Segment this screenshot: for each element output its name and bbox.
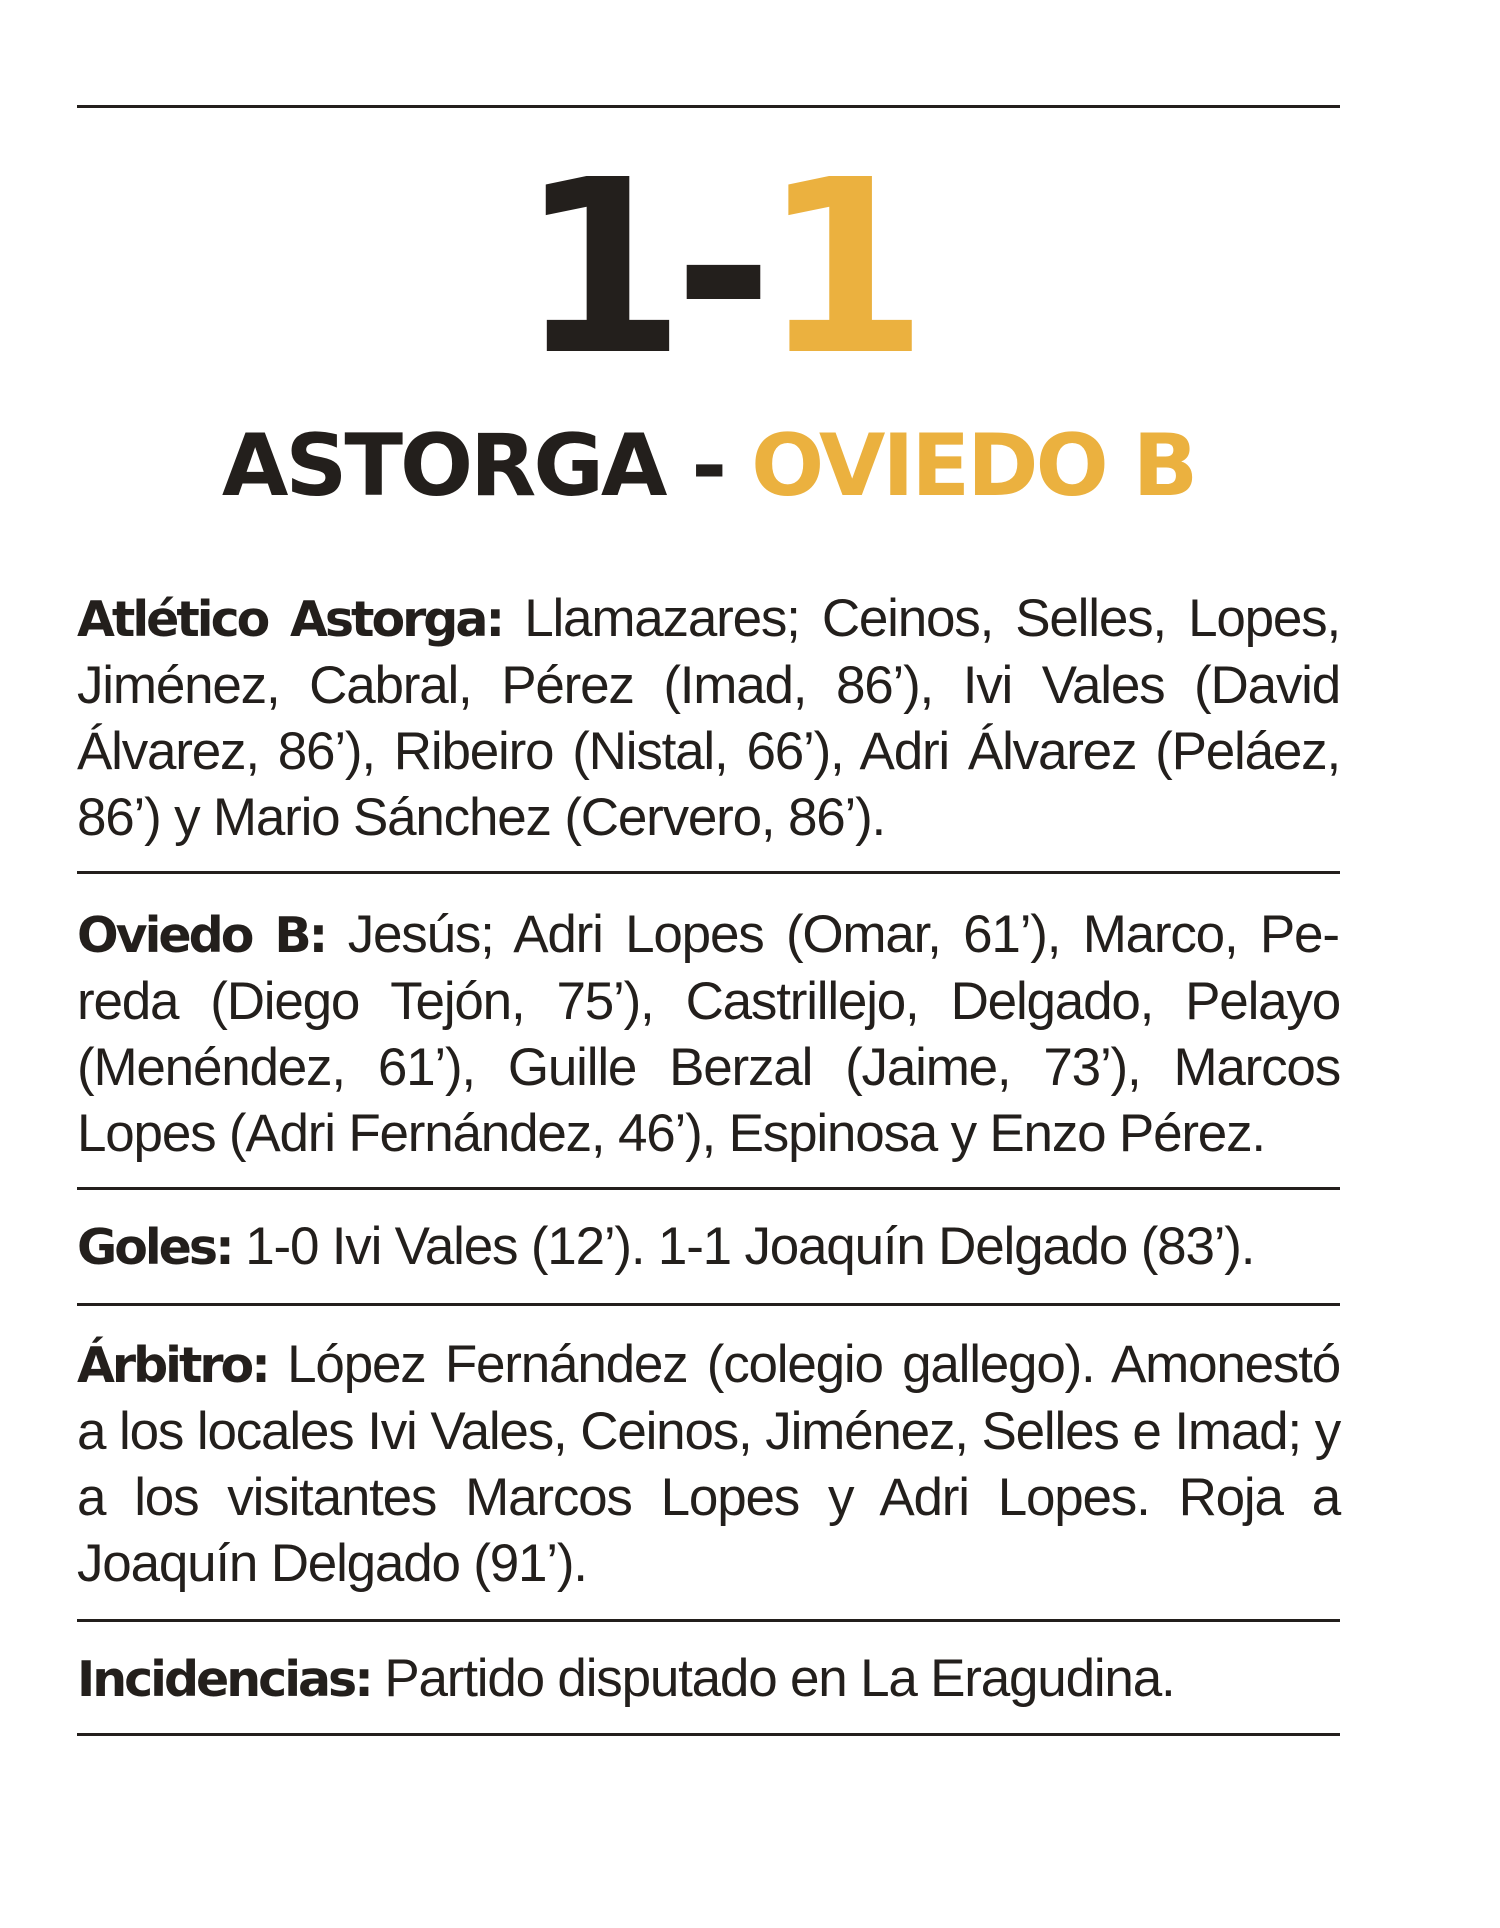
divider — [77, 1303, 1340, 1306]
incidents-text: Partido disputado en La Eragudina. — [384, 1649, 1175, 1708]
away-lineup-label: Oviedo B: — [77, 907, 326, 964]
away-team-name: OVIEDO B — [751, 416, 1196, 516]
match-report — [77, 0, 1340, 1736]
incidents-label: Incidencias: — [77, 1651, 371, 1708]
referee-text: López Fernández (colegio gallego). Amonestó a los locales Ivi Vales, Ceinos, Jiménez, Selles e Imad; y a los visitantes Marcos Lopes y Adri Lopes. Roja a Joaquín Delgado (91’). — [77, 1335, 1341, 1593]
home-score: 1 — [518, 128, 674, 408]
home-lineup — [77, 586, 1340, 851]
bottom-divider — [77, 1733, 1340, 1736]
incidents — [77, 1646, 1340, 1713]
goals — [77, 1214, 1340, 1281]
away-lineup — [77, 902, 1340, 1167]
referee-label: Árbitro: — [77, 1337, 268, 1394]
home-lineup-label: Atlético Astorga: — [77, 591, 503, 648]
goals-text: 1-0 Ivi Vales (12’). 1-1 Joaquín Delgado (83’). — [245, 1217, 1255, 1276]
divider — [77, 1187, 1340, 1190]
divider — [77, 1619, 1340, 1622]
referee — [77, 1332, 1340, 1597]
teams-separator: - — [691, 416, 725, 516]
score-separator: - — [673, 128, 762, 408]
goals-label: Goles: — [77, 1219, 232, 1276]
final-score — [77, 128, 1340, 408]
away-score: 1 — [761, 128, 917, 408]
divider — [77, 871, 1340, 874]
match-teams — [77, 416, 1340, 516]
away-lineup-text: Jesús; Adri Lopes (Omar, 61’), Marco, Pereda (Diego Tejón, 75’), Castrillejo, Delgado, Pelayo (Menéndez, 61’), Guille Berzal (Jaime, 73’), Marcos Lopes (Adri Fernández, 46’), Espinosa y Enzo Pérez. — [77, 905, 1340, 1163]
home-team-name: ASTORGA — [221, 416, 665, 516]
home-lineup-text: Llamazares; Ceinos, Selles, Lopes, Jiménez, Cabral, Pérez (Imad, 86’), Ivi Vales (David Álvarez, 86’), Ribeiro (Nistal, 66’), Adri Álvarez (Peláez, 86’) y Mario Sánchez (Cervero, 86’). — [77, 589, 1340, 847]
top-divider — [77, 105, 1340, 108]
